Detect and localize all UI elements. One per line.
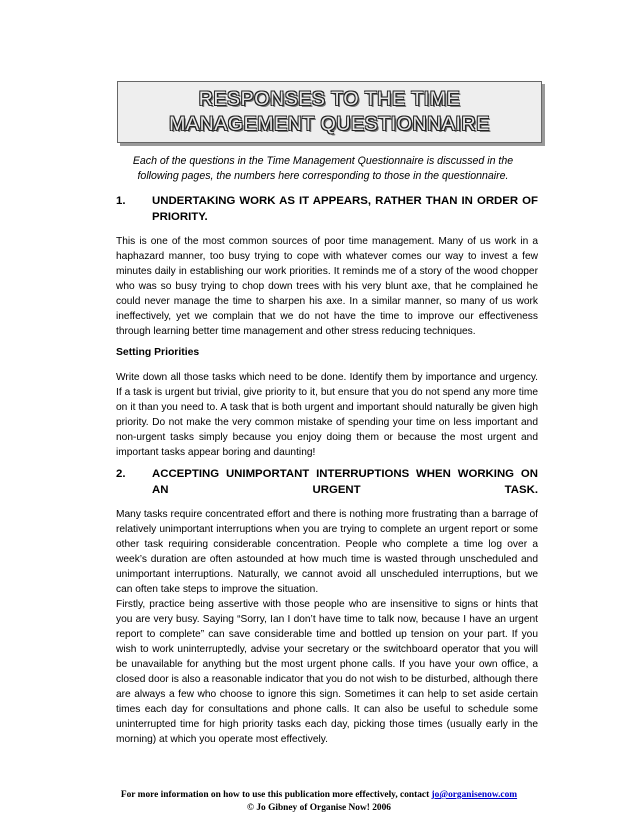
title-line-2: MANAGEMENT QUESTIONNAIRE [169,113,490,135]
footer-line-1 [100,789,538,802]
section-2-title: ACCEPTING UNIMPORTANT INTERRUPTIONS WHEN WORKING ON AN URGENT TASK. [152,468,538,496]
setting-priorities-subheading: Setting Priorities [116,347,200,358]
section-1-paragraph-1: This is one of the most common sources of poor time management. Many of us work in a haphazard manner, too busy trying to cope with whatever comes our way to invest a few minutes daily in establishing our work priorities. It reminds me of a story of the wood chopper who was so busy trying to chop down trees with his very blunt axe, that he complained he could never manage the time to sharpen his axe. In a similar manner, so many of us work ineffectively, yet we complain that we do not have the time to improve our effectiveness through learning better time management and other stress reducing techniques. [116,236,538,337]
intro-text: Each of the questions in the Time Management Questionnaire is discussed in the following pages, the numbers here corresponding to those in the questionnaire. [132,155,514,182]
title-box [117,81,542,143]
section-2-paragraph-2: Firstly, practice being assertive with those people who are insensitive to signs or hints that you are very busy. Saying “Sorry, Ian I don’t have time to talk now, because I have an urgent report to complete” can save considerable time and bottled up tension on your part. If you wish to work uninterruptedly, advise your secretary or the switchboard operator that you will be unavailable for anything but the most urgent phone calls. If you have your own office, a closed door is also a reasonable indicator that you do not wish to be disturbed, although there are always a few who choose to ignore this sign. Sometimes it can help to set aside certain times each day for consultations and phone calls. It can also be useful to schedule some uninterrupted time for high priority tasks each day, picking those times (usually early in the morning) at which you operate most effectively. [116,599,538,745]
footer-contact-text: For more information on how to use this publication more effectively, contact [120,790,432,800]
section-1-paragraph-2: Write down all those tasks which need to be done. Identify them by importance and urgency. If a task is urgent but trivial, give priority to it, but ensure that you do not spend any more time on it than you need to. A task that is both urgent and important should naturally be given high priority. Do not make the very common mistake of spending your time on less important and non-urgent tasks simply because you enjoy doing them or because the most urgent and important tasks appear boring and daunting! [116,372,538,458]
section-1-title: UNDERTAKING WORK AS IT APPEARS, RATHER THAN IN ORDER OF PRIORITY. [152,195,538,223]
footer [100,789,538,815]
section-2-paragraph-1: Many tasks require concentrated effort and there is nothing more frustrating than a barrage of relatively unimportant interruptions when you are trying to complete an urgent report or some other task requiring considerable concentration. People who complete a time log over a week’s duration are often astounded at how much time is wasted through unscheduled and unimportant interruptions. Naturally, we cannot avoid all unscheduled interruptions, but we can often take steps to improve the situation. [116,509,538,595]
section-1-number: 1. [116,195,126,207]
contact-email-link[interactable]: jo@organisenow.com [431,790,518,800]
section-2-number: 2. [116,468,126,480]
footer-copyright: © Jo Gibney of Organise Now! 2006 [247,803,391,813]
title-line-1: RESPONSES TO THE TIME [198,88,461,110]
